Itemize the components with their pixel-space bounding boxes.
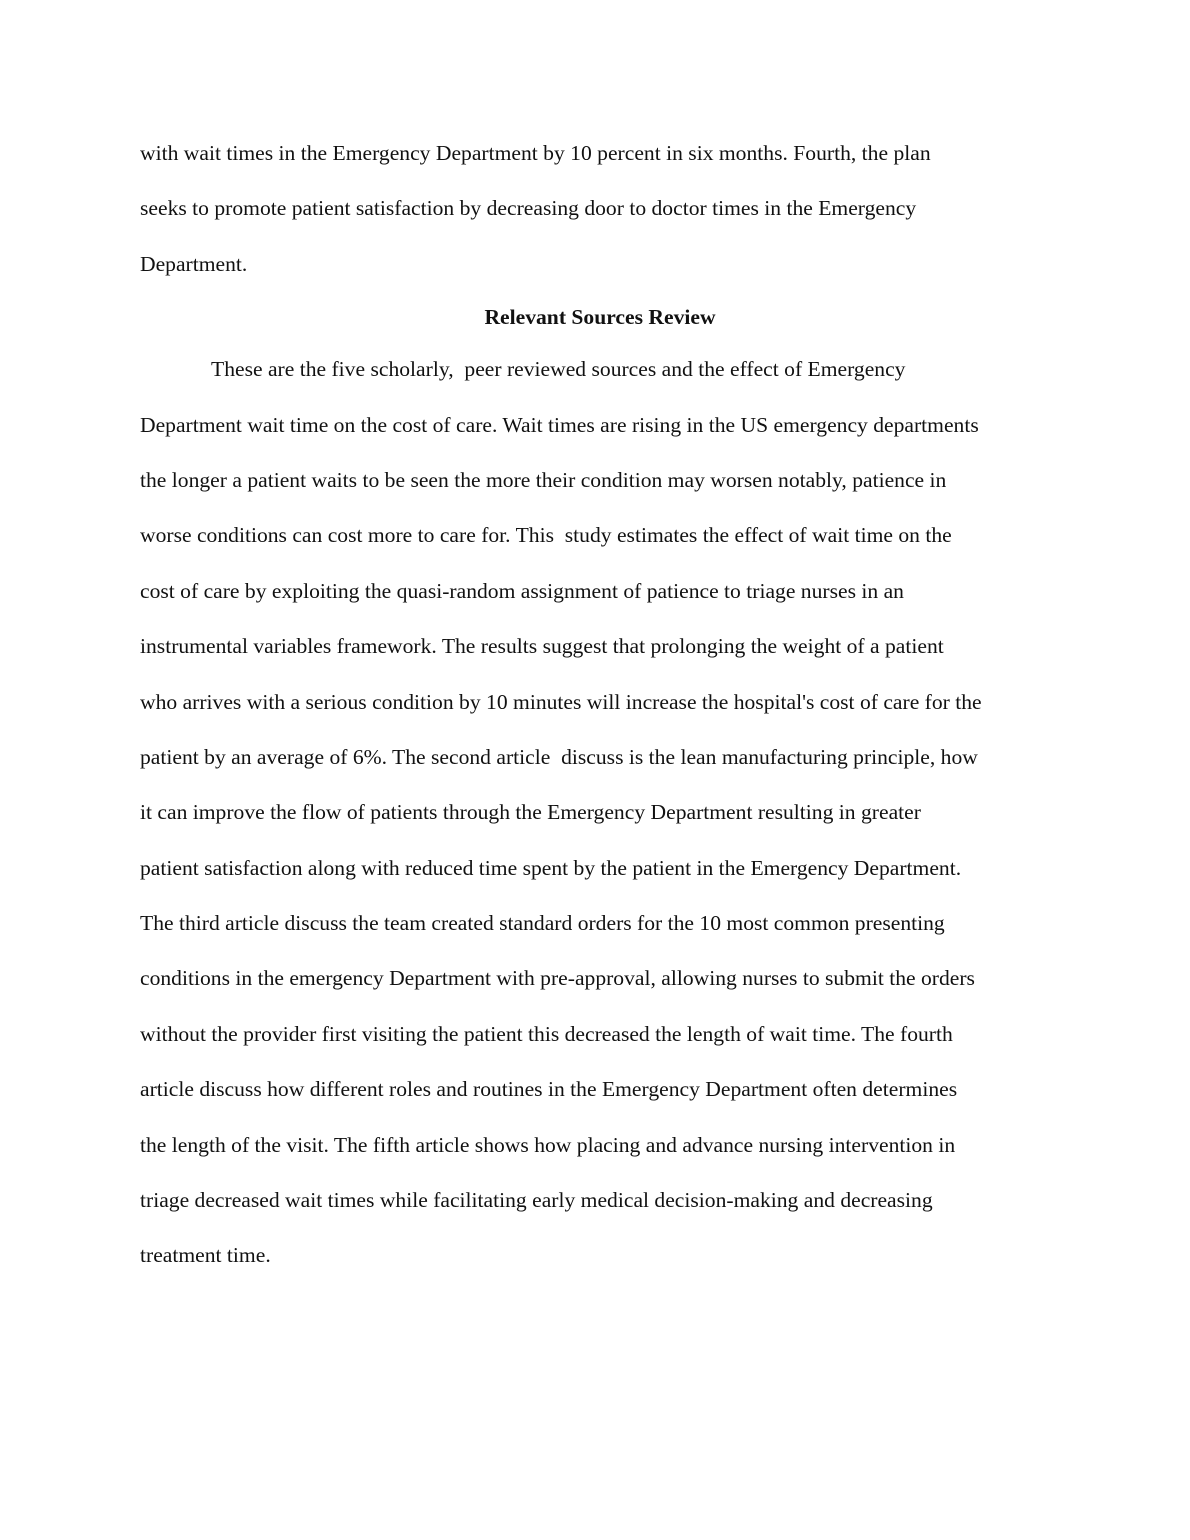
- body-line: patient by an average of 6%. The second article discuss is the lean manufacturing principle, how: [140, 744, 978, 769]
- body-line: without the provider first visiting the patient this decreased the length of wait time. The fourth: [140, 1021, 953, 1046]
- intro-line: seeks to promote patient satisfaction by decreasing door to doctor times in the Emergency: [140, 196, 917, 221]
- section-heading: Relevant Sources Review: [484, 305, 716, 330]
- body-line: it can improve the flow of patients through the Emergency Department resulting in greater: [140, 800, 921, 825]
- document-body: [140, 126, 1060, 1284]
- body-line: the length of the visit. The fifth article shows how placing and advance nursing intervention in: [140, 1132, 956, 1157]
- body-line: article discuss how different roles and routines in the Emergency Department often determines: [140, 1077, 958, 1102]
- body-line: These are the five scholarly, peer reviewed sources and the effect of Emergency: [211, 357, 906, 382]
- body-line: conditions in the emergency Department with pre-approval, allowing nurses to submit the orders: [140, 966, 975, 991]
- body-line: triage decreased wait times while facilitating early medical decision-making and decreasing: [140, 1188, 933, 1213]
- body-line: patient satisfaction along with reduced time spent by the patient in the Emergency Department.: [140, 855, 962, 880]
- intro-line: Department.: [140, 251, 248, 276]
- body-line: treatment time.: [140, 1243, 271, 1268]
- intro-line: with wait times in the Emergency Department by 10 percent in six months. Fourth, the plan: [140, 141, 931, 165]
- body-line: The third article discuss the team created standard orders for the 10 most common presenting: [140, 911, 945, 936]
- body-line: Department wait time on the cost of care. Wait times are rising in the US emergency departments: [140, 412, 979, 437]
- body-line: worse conditions can cost more to care for. This study estimates the effect of wait time on the: [140, 523, 952, 548]
- body-line: the longer a patient waits to be seen the more their condition may worsen notably, patience in: [140, 467, 947, 492]
- body-line: cost of care by exploiting the quasi-random assignment of patience to triage nurses in an: [140, 578, 904, 603]
- body-line: instrumental variables framework. The results suggest that prolonging the weight of a patient: [140, 634, 944, 659]
- body-line: who arrives with a serious condition by 10 minutes will increase the hospital's cost of care for the: [140, 689, 982, 714]
